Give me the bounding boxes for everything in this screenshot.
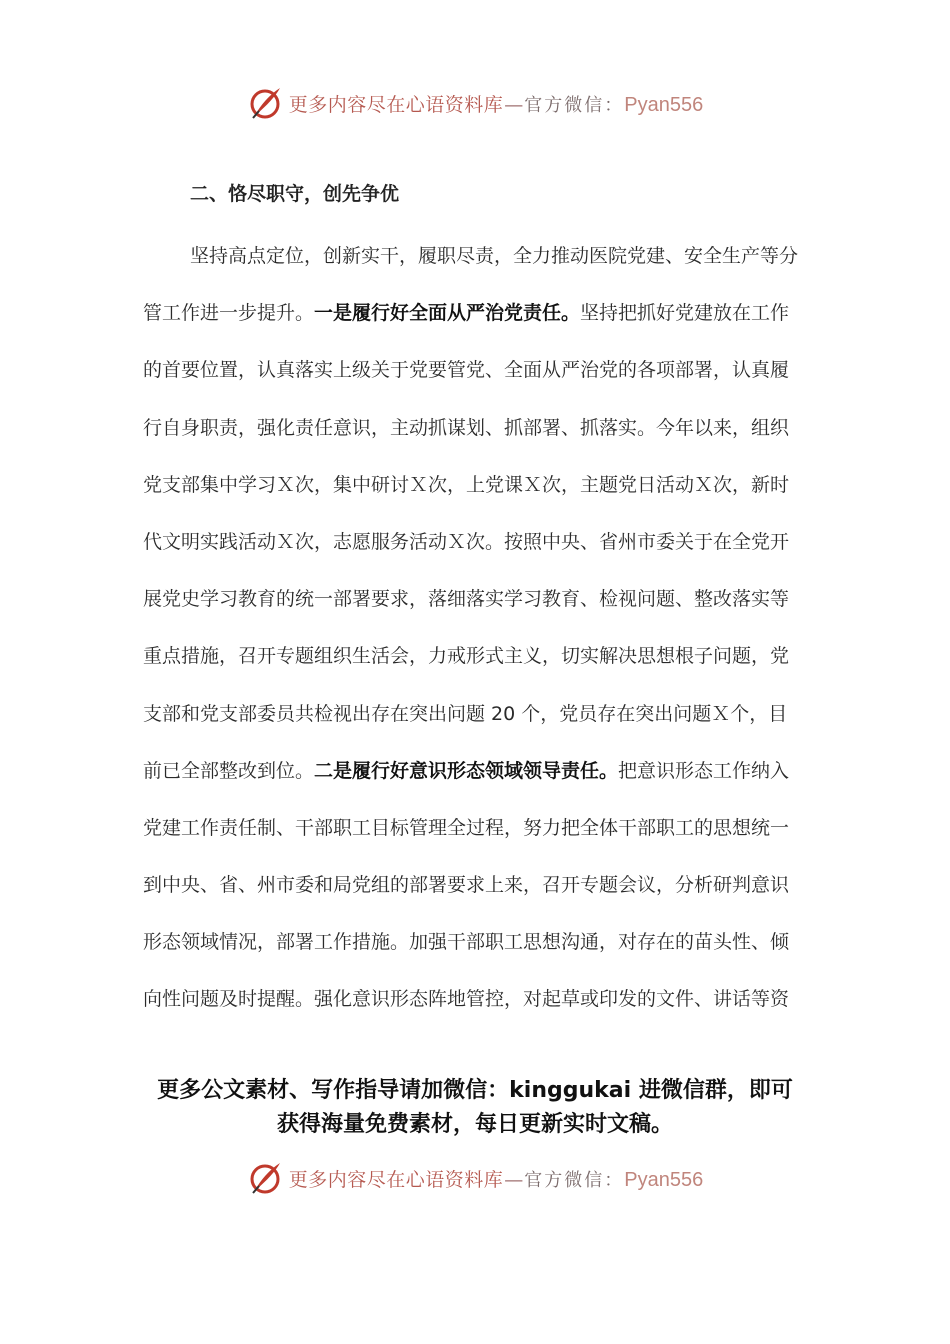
paragraph-line: 向性问题及时提醒。强化意识形态阵地管控，对起草或印发的文件、讲话等资	[143, 988, 790, 1011]
promo-line-2: 获得海量免费素材，每日更新实时文稿。	[276, 1112, 673, 1137]
paragraph-line: 代文明实践活动Ｘ次，志愿服务活动Ｘ次。按照中央、省州市委关于在全党开	[143, 530, 790, 553]
promo-notice	[0, 1074, 950, 1142]
paragraph-line: 形态领域情况，部署工作措施。加强干部职工思想沟通，对存在的苗头性、倾	[143, 931, 790, 954]
bold-point-two: 二是履行好意识形态领域领导责任。	[314, 759, 619, 782]
paragraph-line	[143, 285, 808, 342]
promo-line-1: 更多公文素材、写作指导请加微信：kinggukai 进微信群，即可	[157, 1078, 793, 1103]
paragraph-line: 重点措施，召开专题组织生活会，力戒形式主义，切实解决思想根子问题，党	[143, 645, 790, 668]
paragraph-text: 坚持把抓好党建放在工作	[580, 302, 790, 325]
watermark-label: 官方微信：	[524, 1169, 625, 1191]
paragraph-line: 党建工作责任制、干部职工目标管理全过程，努力把全体干部职工的思想统一	[143, 816, 790, 839]
section-heading: 二、恪尽职守，创先争优	[190, 183, 400, 205]
watermark-dash: —	[504, 93, 524, 116]
paragraph-line	[143, 743, 808, 800]
bold-point-one: 一是履行好全面从严治党责任。	[314, 302, 581, 325]
watermark-handle: Pyan556	[624, 1168, 704, 1191]
watermark-dash: —	[504, 1168, 524, 1191]
paragraph-line: 行自身职责，强化责任意识，主动抓谋划、抓部署、抓落实。今年以来，组织	[143, 416, 790, 439]
paragraph-line: 坚持高点定位，创新实干，履职尽责，全力推动医院党建、安全生产等分	[190, 245, 799, 267]
watermark-handle: Pyan556	[624, 93, 704, 116]
quill-pen-icon	[247, 85, 283, 121]
footer-watermark	[0, 1158, 950, 1198]
header-watermark	[0, 83, 950, 123]
watermark-site-text: 更多内容尽在心语资料库	[288, 1168, 504, 1191]
paragraph-text: 管工作进一步提升。	[143, 302, 315, 325]
paragraph-line: 展党史学习教育的统一部署要求，落细落实学习教育、检视问题、整改落实等	[143, 588, 790, 611]
paragraph-line: 的首要位置，认真落实上级关于党要管党、全面从严治党的各项部署，认真履	[143, 359, 790, 382]
paragraph-line: 党支部集中学习Ｘ次，集中研讨Ｘ次，上党课Ｘ次，主题党日活动Ｘ次，新时	[143, 473, 790, 496]
watermark-label: 官方微信：	[524, 94, 625, 116]
paragraph-text: 把意识形态工作纳入	[618, 759, 790, 782]
paragraph-text: 前已全部整改到位。	[143, 759, 315, 782]
paragraph-line: 到中央、省、州市委和局党组的部署要求上来，召开专题会议，分析研判意识	[143, 874, 790, 897]
paragraph-line: 支部和党支部委员共检视出存在突出问题 20 个，党员存在突出问题Ｘ个，目	[143, 702, 788, 725]
watermark-site-text: 更多内容尽在心语资料库	[288, 93, 504, 116]
quill-pen-icon	[247, 1160, 283, 1196]
body-paragraph	[143, 228, 808, 1029]
